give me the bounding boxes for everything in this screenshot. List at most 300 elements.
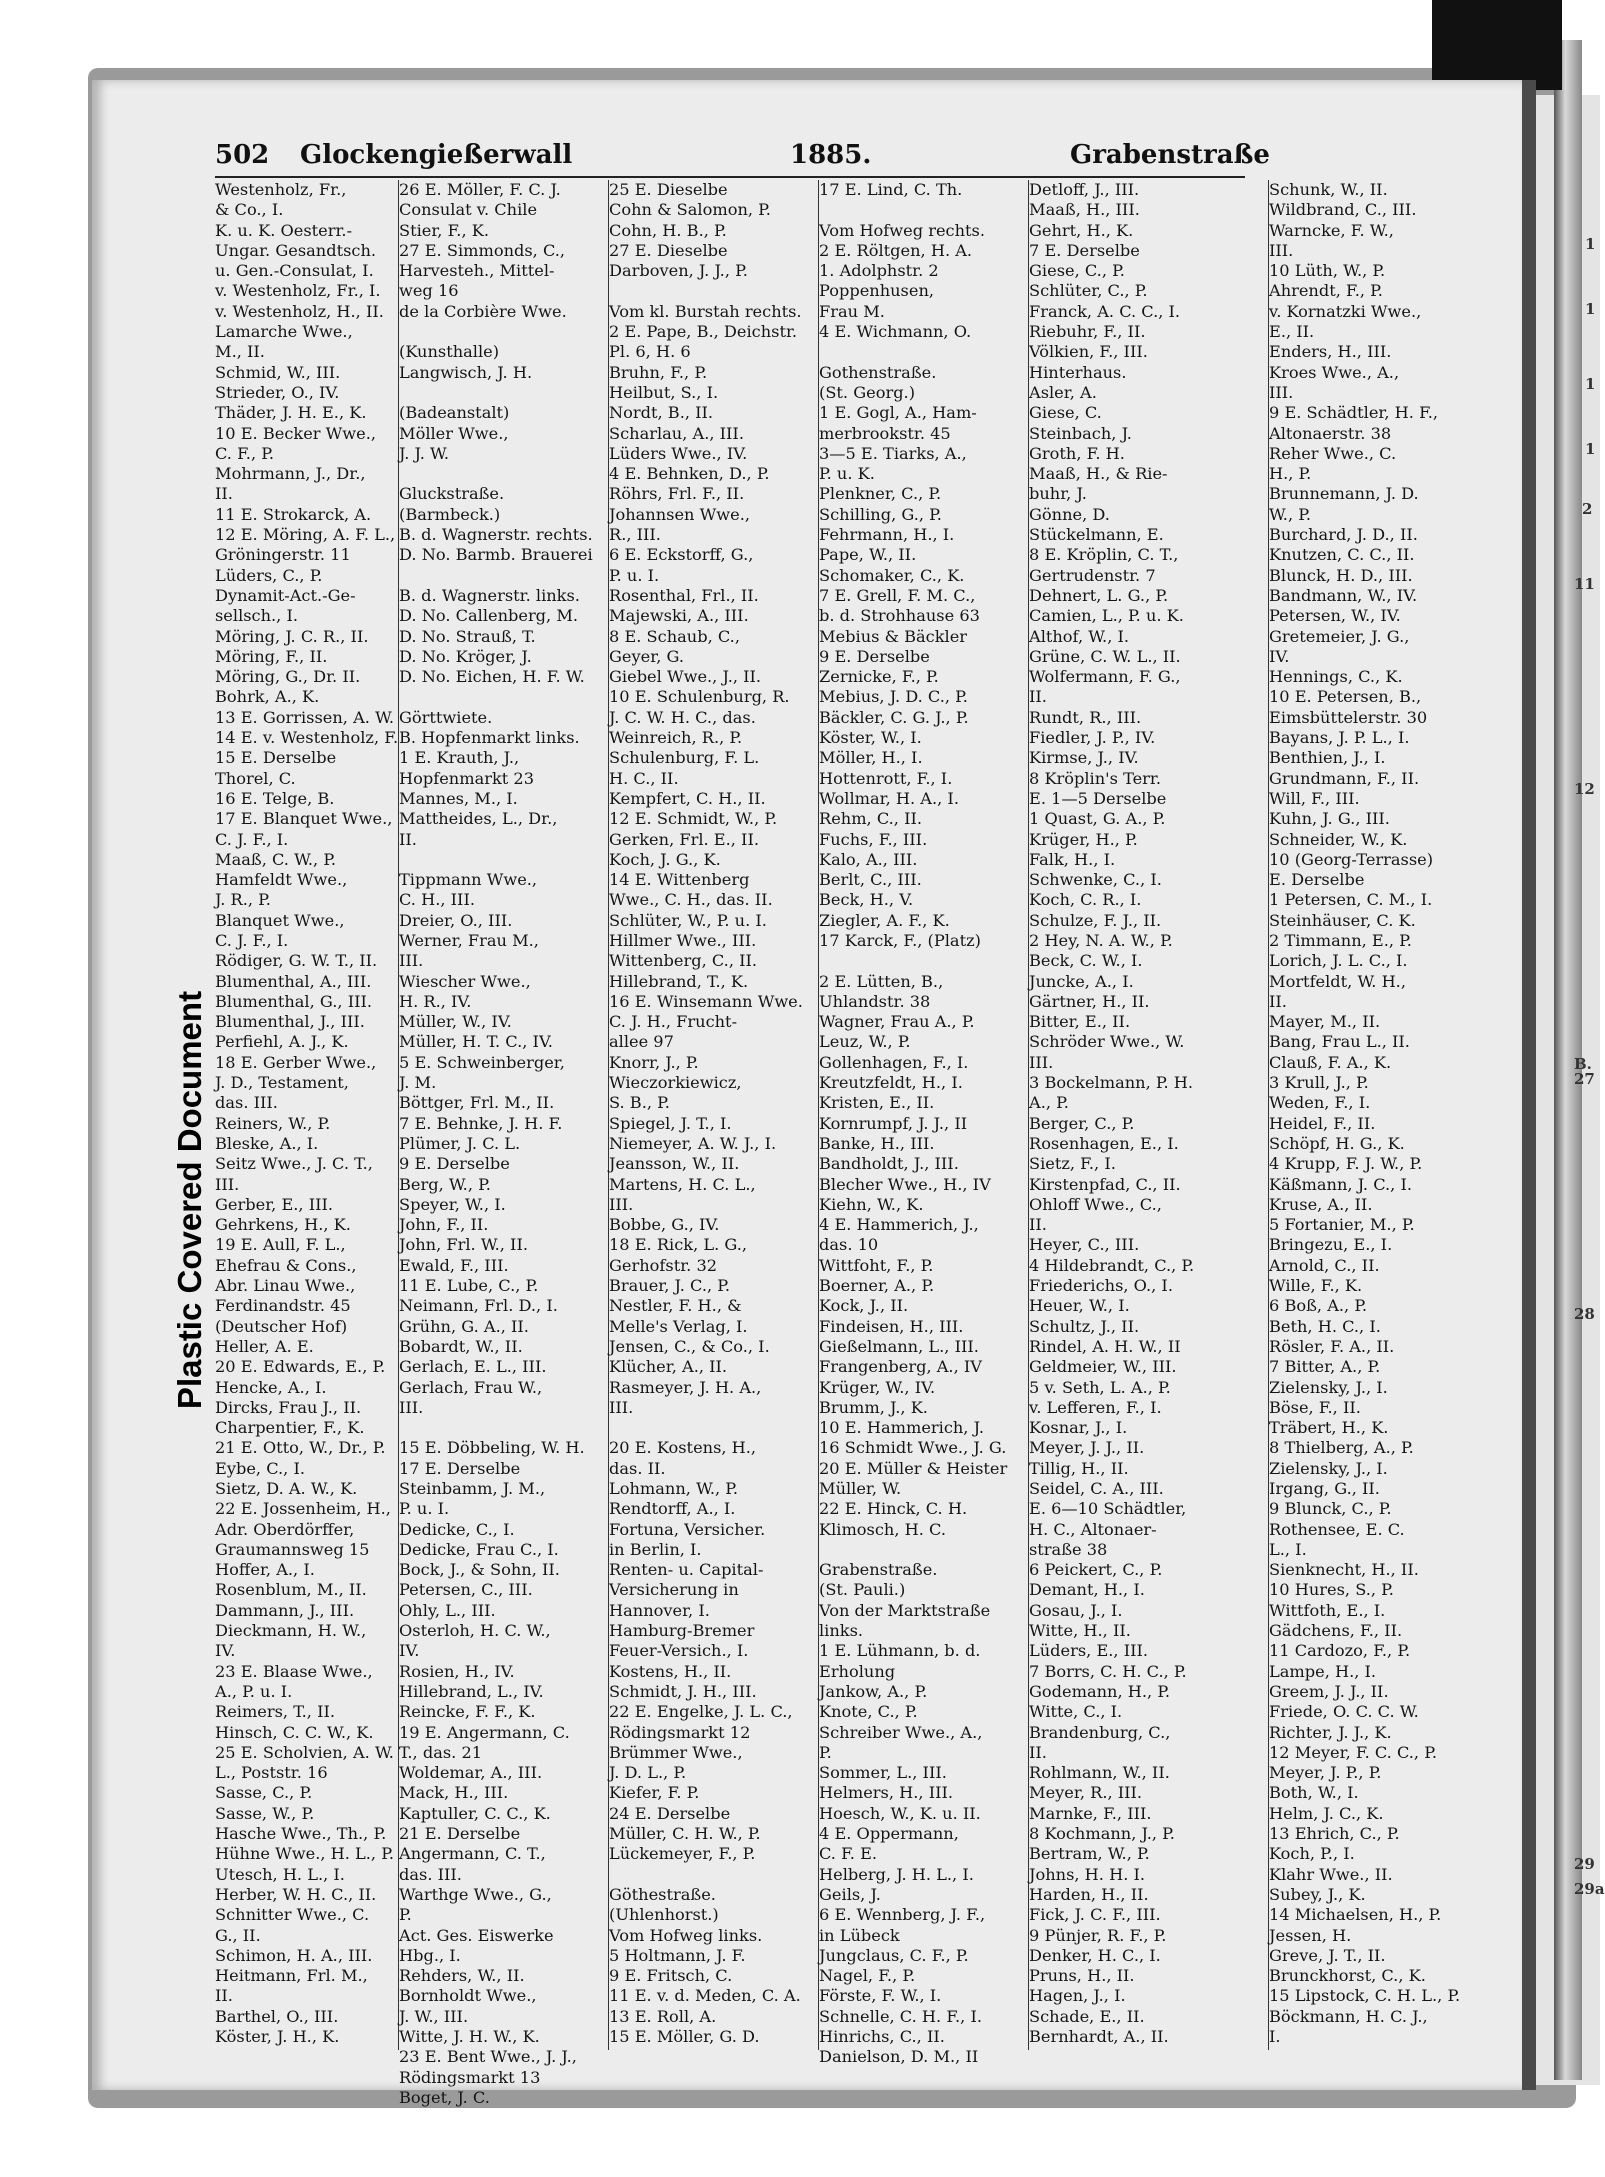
- directory-line: Rehders, W., II.: [399, 1966, 525, 1986]
- directory-line: das. II.: [609, 1458, 666, 1478]
- directory-line: 3 Krull, J., P.: [1269, 1073, 1369, 1093]
- header-left-street: Glockengießerwall: [300, 140, 573, 170]
- directory-line: Friede, O. C. C. W.: [1269, 1702, 1419, 1722]
- directory-line: Boerner, A., P.: [819, 1276, 935, 1296]
- directory-line: Dehnert, L. G., P.: [1029, 585, 1169, 605]
- directory-line: Utesch, H. L., I.: [215, 1864, 345, 1884]
- directory-line: 20 E. Müller & Heister: [819, 1458, 1008, 1478]
- directory-line: Asler, A.: [1029, 382, 1097, 402]
- directory-column-1: [215, 180, 399, 2050]
- directory-line: Clauß, F. A., K.: [1269, 1052, 1392, 1072]
- directory-line: Gerber, E., III.: [215, 1194, 334, 1214]
- directory-line: 7 E. Derselbe: [1029, 240, 1140, 260]
- directory-line: Cohn & Salomon, P.: [609, 200, 771, 220]
- directory-line: Böckmann, H. C. J.,: [1269, 2006, 1428, 2026]
- directory-line: Sasse, W., P.: [215, 1803, 315, 1823]
- directory-line: Wwe., C. H., das. II.: [609, 890, 773, 910]
- directory-line: weg 16: [399, 281, 459, 301]
- directory-line: Wolfermann, F. G.,: [1029, 667, 1181, 687]
- directory-line: [819, 200, 1027, 220]
- directory-line: 26 E. Möller, F. C. J.: [399, 180, 561, 199]
- directory-line: Hillmer Wwe., III.: [609, 930, 757, 950]
- directory-line: Hannover, I.: [609, 1600, 710, 1620]
- directory-line: B. Hopfenmarkt links.: [399, 728, 580, 748]
- directory-line: Frau M.: [819, 301, 885, 321]
- directory-line: Godemann, H., P.: [1029, 1681, 1171, 1701]
- directory-line: II.: [215, 1986, 233, 2006]
- directory-line: 2 E. Pape, B., Deichstr.: [609, 322, 798, 342]
- directory-line: Ungar. Gesandtsch.: [215, 240, 377, 260]
- directory-line: Göthestraße.: [609, 1884, 716, 1904]
- directory-line: Giebel Wwe., J., II.: [609, 667, 762, 687]
- directory-line: Schwenke, C., I.: [1029, 870, 1162, 890]
- directory-line: Graumannsweg 15: [215, 1539, 370, 1559]
- directory-line: Seitz Wwe., J. C. T.,: [215, 1154, 373, 1174]
- directory-line: E. 1—5 Derselbe: [1029, 788, 1167, 808]
- directory-line: 12 E. Schmidt, W., P.: [609, 809, 778, 829]
- directory-line: Fuchs, F., III.: [819, 829, 928, 849]
- directory-line: Mattheides, L., Dr.,: [399, 809, 558, 829]
- directory-line: Kreutzfeldt, H., I.: [819, 1073, 963, 1093]
- directory-line: A., P.: [1029, 1093, 1069, 1113]
- directory-line: Müller, C. H. W., P.: [609, 1824, 761, 1844]
- directory-line: Nestler, F. H., &: [609, 1296, 742, 1316]
- directory-line: III.: [1269, 382, 1294, 402]
- directory-line: Mohrmann, J., Dr.,: [215, 464, 366, 484]
- directory-line: Helmers, H., III.: [819, 1783, 954, 1803]
- directory-line: 18 E. Gerber Wwe.,: [215, 1052, 377, 1072]
- directory-line: 6 E. Wennberg, J. F.,: [819, 1905, 986, 1925]
- directory-line: 19 E. Angermann, C.: [399, 1722, 570, 1742]
- directory-line: Lohmann, W., P.: [609, 1479, 739, 1498]
- directory-line: Hoffer, A., I.: [215, 1560, 315, 1580]
- directory-line: v. Lefferen, F., I.: [1029, 1397, 1162, 1417]
- directory-line: III.: [215, 1174, 240, 1194]
- directory-line: 7 Borrs, C. H. C., P.: [1029, 1661, 1187, 1681]
- directory-line: Mebius & Bäckler: [819, 626, 968, 646]
- directory-line: Werner, Frau M.,: [399, 930, 539, 950]
- directory-line: IV.: [399, 1641, 420, 1661]
- directory-line: Bitter, E., II.: [1029, 1012, 1131, 1032]
- directory-line: Meyer, J. P., P.: [1269, 1763, 1382, 1783]
- directory-line: Martens, H. C. L.,: [609, 1174, 756, 1194]
- directory-line: A., P. u. I.: [215, 1681, 293, 1701]
- directory-line: P.: [819, 1742, 832, 1762]
- directory-line: 7 E. Grell, F. M. C.,: [819, 585, 976, 605]
- directory-line: Darboven, J. J., P.: [609, 261, 748, 281]
- directory-line: u. Gen.-Consulat, I.: [215, 261, 374, 281]
- directory-line: John, Frl. W., II.: [399, 1235, 528, 1255]
- directory-line: [819, 342, 1027, 362]
- directory-line: Strieder, O., IV.: [215, 382, 340, 402]
- directory-line: Bornholdt Wwe.,: [399, 1986, 537, 2006]
- directory-line: Bringezu, E., I.: [1269, 1235, 1393, 1255]
- directory-line: II.: [1029, 1742, 1047, 1762]
- directory-line: das. 10: [819, 1235, 879, 1255]
- directory-line: (St. Georg.): [819, 382, 916, 402]
- directory-line: Schimon, H. A., III.: [215, 1945, 373, 1965]
- directory-line: 8 E. Schaub, C.,: [609, 626, 740, 646]
- directory-line: v. Westenholz, Fr., I.: [215, 281, 381, 301]
- directory-line: [399, 464, 607, 484]
- directory-line: Müller, W.: [819, 1479, 902, 1498]
- directory-line: Irgang, G., II.: [1269, 1479, 1380, 1498]
- directory-line: Giese, C.: [1029, 403, 1102, 423]
- directory-line: Geldmeier, W., III.: [1029, 1357, 1177, 1377]
- directory-line: 2 E. Lütten, B.,: [819, 971, 944, 991]
- directory-line: Bandholdt, J., III.: [819, 1154, 959, 1174]
- directory-line: Grundmann, F., II.: [1269, 768, 1420, 788]
- directory-line: 7 E. Behnke, J. H. F.: [399, 1113, 563, 1133]
- directory-line: 22 E. Jossenheim, H.,: [215, 1499, 391, 1519]
- overlay-label: Plastic Covered Document: [171, 990, 208, 1410]
- page-header: [215, 140, 1270, 180]
- directory-line: Ziegler, A. F., K.: [819, 910, 950, 930]
- directory-line: Both, W., I.: [1269, 1783, 1359, 1803]
- directory-line: Geils, J.: [819, 1884, 881, 1904]
- directory-line: 9 E. Derselbe: [819, 646, 930, 666]
- directory-column-2: [398, 180, 607, 2107]
- directory-line: Brandenburg, C.,: [1029, 1722, 1171, 1742]
- directory-line: 23 E. Blaase Wwe.,: [215, 1661, 373, 1681]
- directory-line: 24 E. Derselbe: [609, 1803, 731, 1823]
- directory-line: Görttwiete.: [399, 707, 493, 727]
- directory-line: 25 E. Dieselbe: [609, 180, 728, 199]
- directory-line: Giese, C., P.: [1029, 261, 1125, 281]
- directory-line: Dedicke, C., I.: [399, 1519, 515, 1539]
- directory-line: Schultz, J., II.: [1029, 1316, 1140, 1336]
- directory-line: II.: [1029, 687, 1047, 707]
- directory-line: H. C., II.: [609, 768, 679, 788]
- directory-line: Witte, H., II.: [1029, 1621, 1131, 1641]
- directory-line: III.: [399, 951, 424, 971]
- directory-line: Grabenstraße.: [819, 1560, 938, 1580]
- directory-line: Lorich, J. L. C., I.: [1269, 951, 1408, 971]
- directory-line: Gießelmann, L., III.: [819, 1336, 979, 1356]
- margin-number: 29a: [1574, 1880, 1605, 1898]
- directory-line: Röhrs, Frl. F., II.: [609, 484, 745, 504]
- margin-number: 28: [1574, 1305, 1595, 1323]
- directory-line: 22 E. Hinck, C. H.: [819, 1499, 968, 1519]
- directory-line: in Lübeck: [819, 1925, 900, 1945]
- directory-line: Greem, J. J., II.: [1269, 1681, 1389, 1701]
- directory-line: Vom kl. Burstah rechts.: [609, 301, 802, 321]
- directory-line: Bruhn, F., P.: [609, 362, 708, 382]
- directory-line: Steinbamm, J. M.,: [399, 1479, 546, 1498]
- directory-line: 17 Karck, F., (Platz): [819, 930, 981, 950]
- directory-line: Krüger, W., IV.: [819, 1377, 936, 1397]
- directory-line: 5 Fortanier, M., P.: [1269, 1215, 1415, 1235]
- directory-line: Herber, W. H. C., II.: [215, 1884, 377, 1904]
- directory-line: 10 Hures, S., P.: [1269, 1580, 1394, 1600]
- directory-line: 2 E. Röltgen, H. A.: [819, 240, 973, 260]
- directory-line: H. R., IV.: [399, 991, 472, 1011]
- directory-line: Langwisch, J. H.: [399, 362, 533, 382]
- directory-line: III.: [1269, 240, 1294, 260]
- directory-line: 16 Schmidt Wwe., J. G.: [819, 1438, 1007, 1458]
- directory-line: Jankow, A., P.: [819, 1681, 928, 1701]
- directory-line: Meyer, R., III.: [1029, 1783, 1143, 1803]
- directory-line: Hinterhaus.: [1029, 362, 1127, 382]
- directory-line: (Deutscher Hof): [215, 1316, 348, 1336]
- directory-line: Möring, J. C. R., II.: [215, 626, 369, 646]
- directory-line: Grühn, G. A., II.: [399, 1316, 529, 1336]
- directory-line: Juncke, A., I.: [1029, 971, 1134, 991]
- directory-line: C. H., III.: [399, 890, 475, 910]
- directory-line: Sietz, F., I.: [1029, 1154, 1116, 1174]
- directory-line: Heilbut, S., I.: [609, 382, 719, 402]
- directory-line: Petersen, W., IV.: [1269, 606, 1401, 626]
- directory-line: 11 E. v. d. Meden, C. A.: [609, 1986, 801, 2006]
- directory-line: Angermann, C. T.,: [399, 1844, 546, 1864]
- directory-line: D. No. Barmb. Brauerei: [399, 545, 593, 565]
- directory-line: Beth, H. C., I.: [1269, 1316, 1381, 1336]
- directory-line: [399, 566, 607, 586]
- directory-line: Enders, H., III.: [1269, 342, 1392, 362]
- directory-line: Nordt, B., II.: [609, 403, 714, 423]
- margin-number: 2: [1582, 500, 1593, 518]
- directory-line: 5 Holtmann, J. F.: [609, 1945, 746, 1965]
- directory-line: sellsch., I.: [215, 606, 299, 626]
- directory-line: Kuhn, J. G., III.: [1269, 809, 1390, 829]
- directory-line: Blunck, H. D., III.: [1269, 565, 1413, 585]
- directory-line: Vom Hofweg rechts.: [819, 220, 986, 240]
- directory-line: Ewald, F., III.: [399, 1255, 509, 1275]
- directory-line: Reiners, W., P.: [215, 1113, 331, 1133]
- directory-line: E. 6—10 Schädtler,: [1029, 1499, 1187, 1519]
- directory-line: Blumenthal, G., III.: [215, 991, 373, 1011]
- directory-line: Denker, H. C., I.: [1029, 1945, 1161, 1965]
- directory-line: Bernhardt, A., II.: [1029, 2027, 1169, 2047]
- directory-line: Beck, H., V.: [819, 890, 914, 910]
- directory-line: D. No. Callenberg, M.: [399, 606, 579, 626]
- directory-line: 17 E. Lind, C. Th.: [819, 180, 963, 199]
- directory-line: Greve, J. T., II.: [1269, 1945, 1386, 1965]
- directory-line: Brunnemann, J. D.: [1269, 484, 1419, 504]
- directory-line: [819, 1540, 1027, 1560]
- directory-line: Lüders Wwe., IV.: [609, 443, 748, 463]
- directory-line: 8 Thielberg, A., P.: [1269, 1438, 1414, 1458]
- directory-line: Brauer, J. C., P.: [609, 1276, 731, 1296]
- directory-line: Hbg., I.: [399, 1945, 461, 1965]
- directory-line: 21 E. Derselbe: [399, 1824, 521, 1844]
- directory-line: Benthien, J., I.: [1269, 748, 1386, 768]
- directory-line: Sasse, C., P.: [215, 1783, 313, 1803]
- directory-line: Gädchens, F., II.: [1269, 1621, 1403, 1641]
- directory-line: Schreiber Wwe., A.,: [819, 1722, 983, 1742]
- directory-line: 10 E. Becker Wwe.,: [215, 423, 377, 443]
- directory-line: Knote, C., P.: [819, 1702, 918, 1722]
- directory-line: Mortfeldt, W. H.,: [1269, 971, 1406, 991]
- directory-line: Eimsbüttelerstr. 30: [1269, 707, 1428, 727]
- binding-top-tab: [1432, 0, 1562, 90]
- directory-line: Hinsch, C. C. W., K.: [215, 1722, 374, 1742]
- margin-number: 29: [1574, 1855, 1595, 1873]
- directory-line: Hinrichs, C., II.: [819, 2027, 945, 2047]
- directory-line: 4 E. Behnken, D., P.: [609, 464, 770, 484]
- directory-line: II.: [215, 484, 233, 504]
- directory-line: Marnke, F., III.: [1029, 1803, 1152, 1823]
- directory-line: merbrookstr. 45: [819, 423, 951, 443]
- directory-line: 7 Bitter, A., P.: [1269, 1357, 1381, 1377]
- directory-line: Seidel, C. A., III.: [1029, 1479, 1164, 1498]
- directory-line: Plenkner, C., P.: [819, 484, 942, 504]
- directory-line: Hamburg-Bremer: [609, 1621, 755, 1641]
- directory-line: Maaß, H., III.: [1029, 200, 1140, 220]
- directory-line: Klahr Wwe., II.: [1269, 1864, 1393, 1884]
- directory-line: Jessen, H.: [1269, 1925, 1352, 1945]
- directory-line: J. D. L., P.: [609, 1763, 687, 1783]
- directory-line: Kirmse, J., IV.: [1029, 748, 1139, 768]
- directory-line: 17 E. Derselbe: [399, 1458, 521, 1478]
- directory-line: III.: [609, 1397, 634, 1417]
- directory-line: Rosien, H., IV.: [399, 1661, 515, 1681]
- directory-line: Blanquet Wwe.,: [215, 910, 345, 930]
- directory-line: 4 Krupp, F. J. W., P.: [1269, 1154, 1423, 1174]
- directory-line: L., Poststr. 16: [215, 1763, 328, 1783]
- directory-line: P.: [399, 1905, 412, 1925]
- directory-line: Warncke, F. W.,: [1269, 220, 1394, 240]
- directory-line: Kalo, A., III.: [819, 849, 918, 869]
- directory-line: Burchard, J. D., II.: [1269, 525, 1418, 545]
- directory-line: III.: [399, 1397, 424, 1417]
- directory-line: Möller, H., I.: [819, 748, 923, 768]
- directory-line: Gehrkens, H., K.: [215, 1215, 351, 1235]
- directory-line: 10 E. Petersen, B.,: [1269, 687, 1422, 707]
- directory-line: Blumenthal, J., III.: [215, 1012, 365, 1032]
- directory-line: Wittfoth, E., I.: [1269, 1600, 1386, 1620]
- directory-line: B. d. Wagnerstr. links.: [399, 585, 580, 605]
- directory-line: Nagel, F., P.: [819, 1966, 916, 1986]
- directory-line: 15 Lipstock, C. H. L., P.: [1269, 1986, 1461, 2006]
- directory-line: Friederichs, O., I.: [1029, 1276, 1173, 1296]
- directory-line: Blumenthal, A., III.: [215, 971, 372, 991]
- directory-line: Wiescher Wwe.,: [399, 971, 531, 991]
- directory-line: C. F., P.: [215, 443, 274, 463]
- directory-line: 8 Kochmann, J., P.: [1029, 1824, 1175, 1844]
- directory-line: J. J. W.: [399, 443, 449, 463]
- directory-line: Kristen, E., II.: [819, 1093, 935, 1113]
- directory-line: B. d. Wagnerstr. rechts.: [399, 525, 593, 545]
- directory-line: Rosenhagen, E., I.: [1029, 1133, 1179, 1153]
- directory-line: Dircks, Frau J., II.: [215, 1397, 362, 1417]
- directory-line: Witte, J. H. W., K.: [399, 2027, 540, 2047]
- directory-line: Hühne Wwe., H. L., P.: [215, 1844, 394, 1864]
- directory-line: Meyer, J. J., II.: [1029, 1438, 1145, 1458]
- directory-line: Osterloh, H. C. W.,: [399, 1621, 551, 1641]
- directory-line: Richter, J. J., K.: [1269, 1722, 1392, 1742]
- directory-line: Weden, F., I.: [1269, 1093, 1371, 1113]
- directory-line: Dynamit-Act.-Ge-: [215, 585, 356, 605]
- directory-line: D. No. Eichen, H. F. W.: [399, 667, 585, 687]
- directory-line: 4 Hildebrandt, C., P.: [1029, 1255, 1195, 1275]
- directory-line: [399, 322, 607, 342]
- directory-line: links.: [819, 1621, 864, 1641]
- directory-line: Fiedler, J. P., IV.: [1029, 728, 1156, 748]
- directory-line: C. J. H., Frucht-: [609, 1012, 738, 1032]
- directory-line: Brümmer Wwe.,: [609, 1742, 743, 1762]
- directory-line: Zielensky, J., I.: [1269, 1458, 1388, 1478]
- directory-line: 20 E. Edwards, E., P.: [215, 1357, 386, 1377]
- directory-line: Weinreich, R., P.: [609, 728, 743, 748]
- directory-line: Rösler, F. A., II.: [1269, 1336, 1395, 1356]
- directory-line: Hagen, J., I.: [1029, 1986, 1126, 2006]
- directory-line: Kiefer, F. P.: [609, 1783, 700, 1803]
- directory-line: Heidel, F., II.: [1269, 1113, 1376, 1133]
- directory-line: Versicherung in: [609, 1580, 739, 1600]
- header-rule: [215, 176, 1245, 178]
- directory-line: Groth, F. H.: [1029, 443, 1125, 463]
- directory-line: Bleske, A., I.: [215, 1133, 319, 1153]
- margin-number: B.: [1574, 1055, 1592, 1073]
- directory-line: Stückelmann, E.: [1029, 525, 1164, 545]
- directory-line: 10 (Georg-Terrasse): [1269, 849, 1434, 869]
- directory-line: 14 E. v. Westenholz, F.: [215, 728, 399, 748]
- directory-line: 3—5 E. Tiarks, A.,: [819, 443, 967, 463]
- directory-line: Charpentier, F., K.: [215, 1418, 365, 1438]
- directory-line: 22 E. Engelke, J. L. C.,: [609, 1702, 793, 1722]
- directory-line: Scharlau, A., III.: [609, 423, 744, 443]
- directory-line: 23 E. Bent Wwe., J. J.,: [399, 2047, 577, 2067]
- directory-line: Rothensee, E. C.: [1269, 1519, 1405, 1539]
- directory-line: Will, F., III.: [1269, 788, 1360, 808]
- directory-line: Arnold, C., II.: [1269, 1255, 1380, 1275]
- directory-line: Rendtorff, A., I.: [609, 1499, 736, 1519]
- directory-line: P. u. I.: [609, 565, 660, 585]
- directory-line: Kostens, H., II.: [609, 1661, 732, 1681]
- margin-number: 27: [1574, 1070, 1595, 1088]
- directory-line: 10 E. Hammerich, J.: [819, 1418, 984, 1438]
- directory-line: (Barmbeck.): [399, 504, 501, 524]
- directory-line: Lüders, E., III.: [1029, 1641, 1149, 1661]
- directory-line: Blecher Wwe., H., IV: [819, 1174, 991, 1194]
- margin-number: 1: [1585, 235, 1596, 253]
- directory-line: Gerlach, E. L., III.: [399, 1357, 547, 1377]
- directory-line: Heitmann, Frl. M.,: [215, 1966, 368, 1986]
- directory-line: 6 Boß, A., P.: [1269, 1296, 1368, 1316]
- directory-line: Beck, C. W., I.: [1029, 951, 1143, 971]
- directory-line: 6 Peickert, C., P.: [1029, 1560, 1163, 1580]
- directory-line: Harden, H., II.: [1029, 1884, 1149, 1904]
- directory-line: 18 E. Rick, L. G.,: [609, 1235, 748, 1255]
- directory-line: Zernicke, F., P.: [819, 667, 939, 687]
- directory-line: Falk, H., I.: [1029, 849, 1116, 869]
- directory-line: Maaß, C. W., P.: [215, 849, 337, 869]
- directory-line: 10 E. Schulenburg, R.: [609, 687, 790, 707]
- directory-line: J. D., Testament,: [215, 1073, 349, 1093]
- margin-number: 1: [1585, 375, 1596, 393]
- directory-line: Berlt, C., III.: [819, 870, 922, 890]
- directory-line: 4 E. Hammerich, J.,: [819, 1215, 979, 1235]
- directory-line: Steinbach, J.: [1029, 423, 1132, 443]
- directory-line: Klimosch, H. C.: [819, 1519, 946, 1539]
- directory-line: Subey, J., K.: [1269, 1884, 1366, 1904]
- directory-line: Demant, H., I.: [1029, 1580, 1145, 1600]
- directory-line: Rosenthal, Frl., II.: [609, 585, 759, 605]
- directory-line: Pape, W., II.: [819, 545, 917, 565]
- directory-line: Stier, F., K.: [399, 220, 489, 240]
- directory-line: Petersen, C., III.: [399, 1580, 533, 1600]
- directory-line: 21 E. Otto, W., Dr., P.: [215, 1438, 386, 1458]
- directory-line: Harvesteh., Mittel-: [399, 261, 555, 281]
- directory-line: Gröningerstr. 11: [215, 545, 351, 565]
- directory-line: (Uhlenhorst.): [609, 1905, 719, 1925]
- directory-line: Erholung: [819, 1661, 896, 1681]
- header-right-street: Grabenstraße: [1070, 140, 1270, 170]
- directory-line: Rohlmann, W., II.: [1029, 1763, 1170, 1783]
- directory-line: Schomaker, C., K.: [819, 565, 965, 585]
- directory-line: Jeansson, W., II.: [609, 1154, 740, 1174]
